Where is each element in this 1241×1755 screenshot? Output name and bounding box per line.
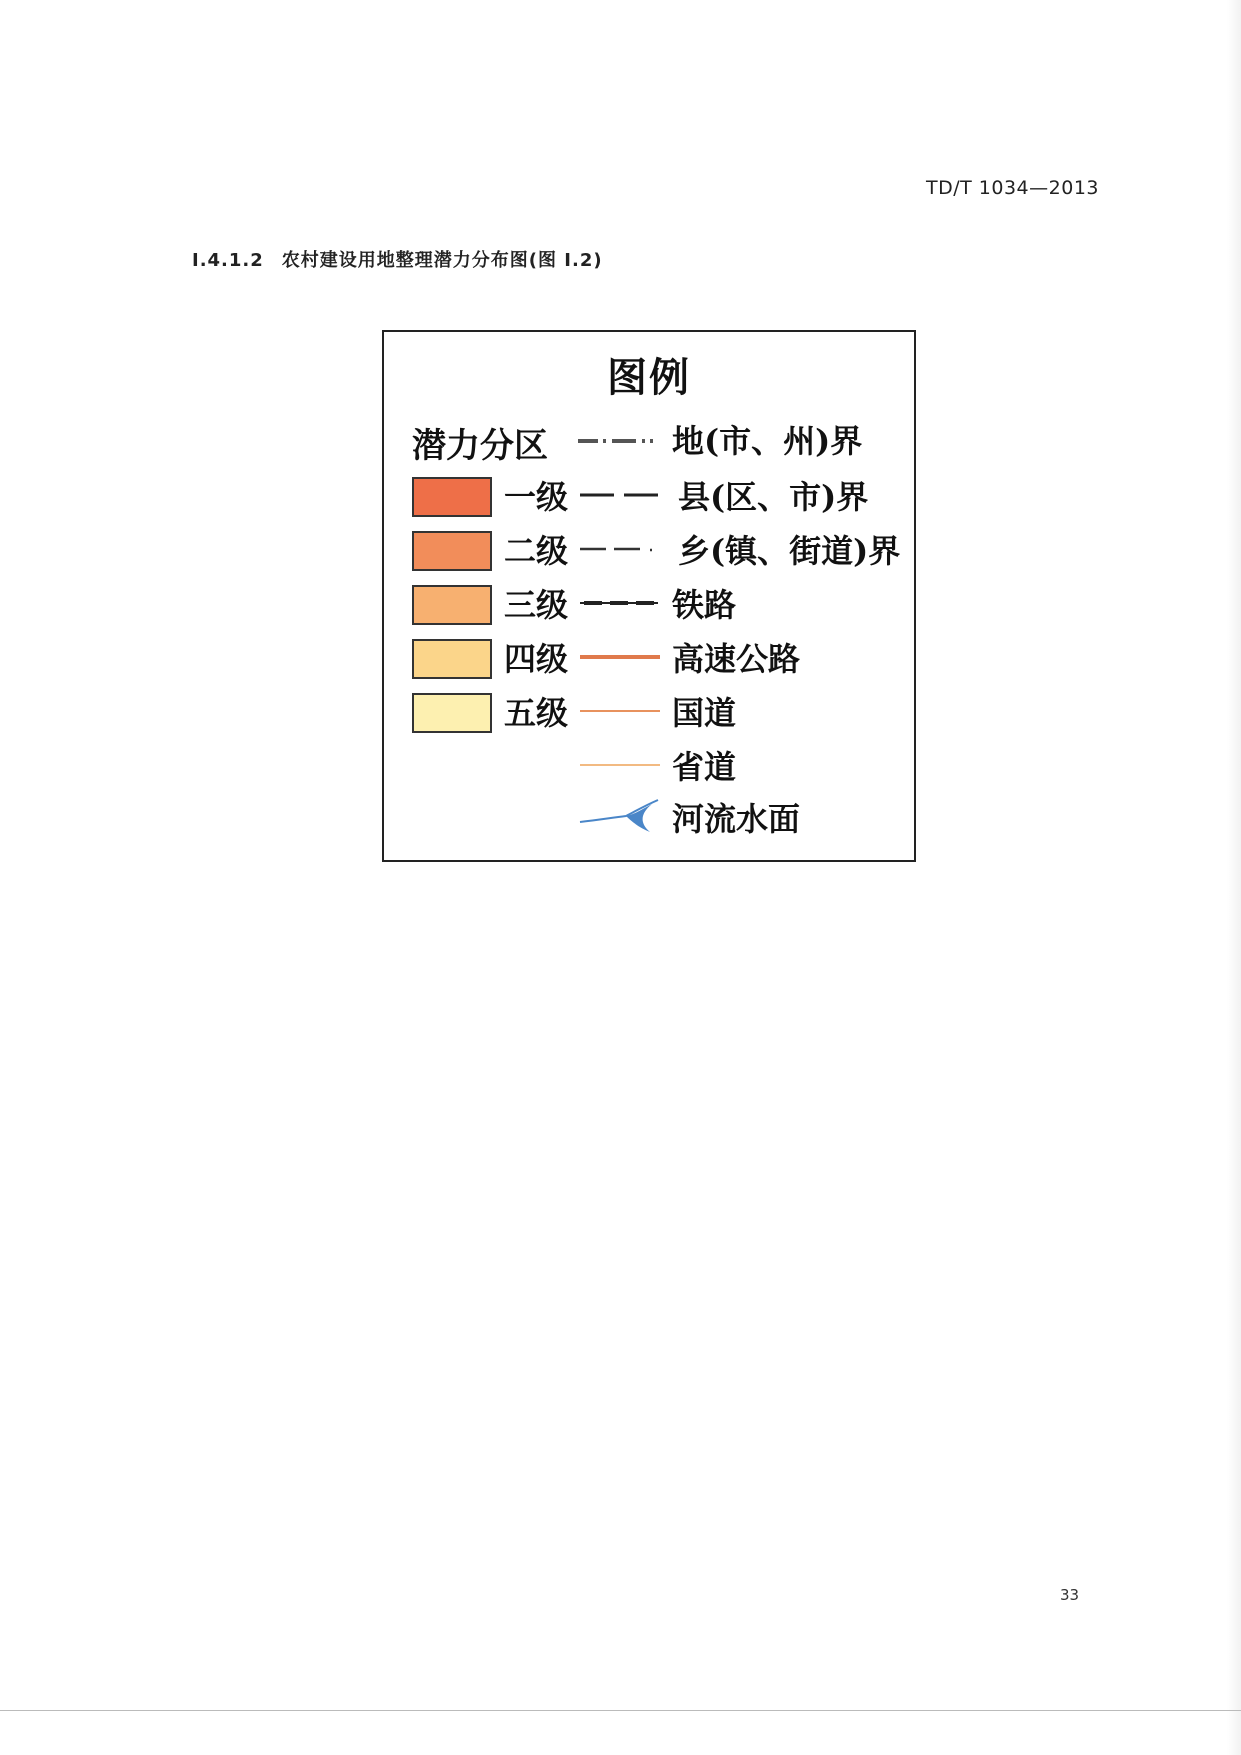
railway-label: 铁路 <box>672 586 737 624</box>
section-number: I.4.1.2 <box>192 250 264 271</box>
map-legend <box>382 330 916 862</box>
railway-symbol <box>578 593 662 613</box>
river-icon <box>578 798 662 838</box>
standard-code: TD/T 1034—2013 <box>926 177 1099 199</box>
provincial-road-label: 省道 <box>672 748 737 786</box>
zone-label-2: 二级 <box>504 532 569 570</box>
prefecture-boundary-symbol <box>576 431 660 451</box>
expressway-symbol <box>578 647 662 667</box>
national-road-label: 国道 <box>672 694 737 732</box>
zone-swatch-1 <box>412 477 492 517</box>
zone-label-3: 三级 <box>504 586 569 624</box>
township-boundary-symbol <box>578 539 662 559</box>
zone-swatch-4 <box>412 639 492 679</box>
prefecture-boundary-label: 地(市、州)界 <box>672 422 863 460</box>
bottom-rule <box>0 1710 1241 1711</box>
zone-swatch-5 <box>412 693 492 733</box>
river-label: 河流水面 <box>672 800 801 838</box>
section-heading <box>192 246 603 272</box>
zone-label-1: 一级 <box>504 478 569 516</box>
page-number: 33 <box>1060 1586 1080 1604</box>
national-road-symbol <box>578 701 662 721</box>
zone-label-5: 五级 <box>504 694 569 732</box>
scan-edge <box>1227 0 1241 1755</box>
zone-swatch-3 <box>412 585 492 625</box>
legend-title: 图例 <box>607 354 691 401</box>
zone-heading: 潜力分区 <box>412 426 548 466</box>
county-boundary-label: 县(区、市)界 <box>678 478 869 516</box>
section-title: 农村建设用地整理潜力分布图(图 I.2) <box>281 250 603 271</box>
township-boundary-label: 乡(镇、街道)界 <box>678 532 901 570</box>
expressway-label: 高速公路 <box>672 640 801 678</box>
county-boundary-symbol <box>578 485 662 505</box>
zone-label-4: 四级 <box>504 640 569 678</box>
zone-swatch-2 <box>412 531 492 571</box>
provincial-road-symbol <box>578 755 662 775</box>
